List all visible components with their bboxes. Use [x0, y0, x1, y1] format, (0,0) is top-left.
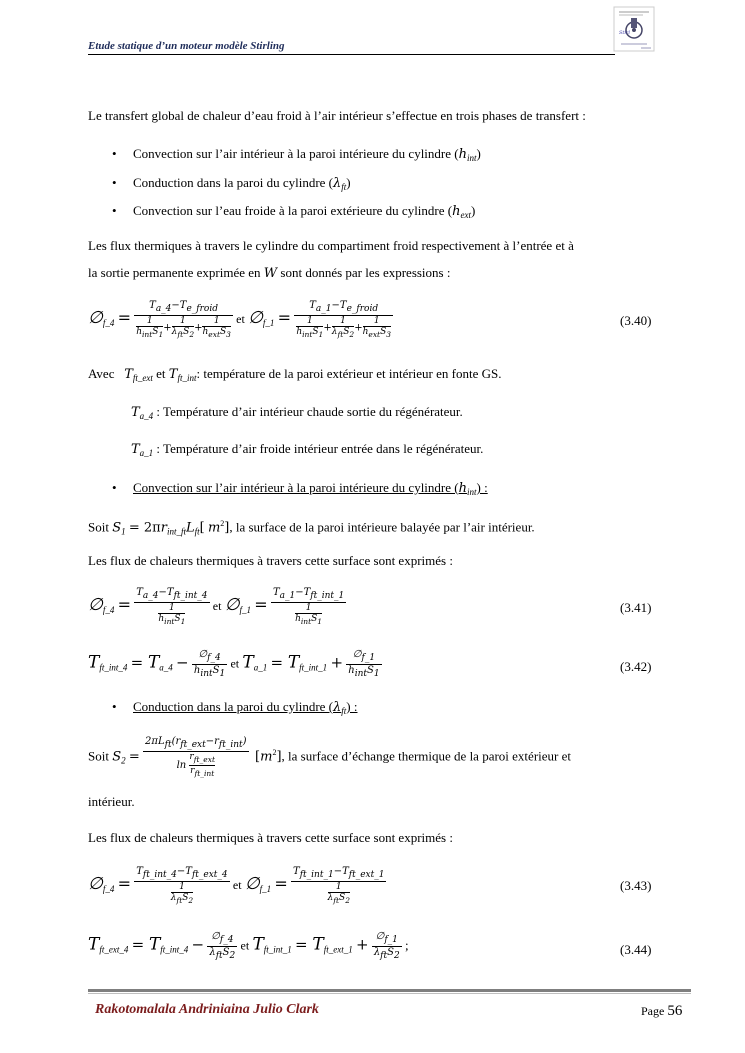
phase-item-convection-inner: Convection sur l’air intérieur à la paroi intérieure du cylindre $(h_{int})$ [133, 146, 481, 163]
soit-s2-line: Soit $S_2$ = 2πLft(rft_ext−rft_int) ln $r_{ft\_ext}$ $r_{ft\_int}$ $[m^2]$, la surface d’échange thermique de la paroi extérieur et [88, 736, 571, 778]
footer-rule [88, 989, 691, 992]
intro-paragraph: Le transfert global de chaleur d’eau froid à l’air intérieur s’effectue en trois phases de transfert : [88, 108, 586, 123]
bullet-marker: • [112, 699, 117, 714]
equation-number: (3.40) [620, 313, 652, 328]
equation-3-44: $T_{ft\_ext\_4} = T_{ft\_int\_4}$ − $\frac{\emptyset f\_4}{\text{λftS2}}$ et $T_{ft\_int\_1} = T_{ft\_ext\_1}$ + $\frac{\emptyset f\_1}{\text{λftS2}}$ ; [88, 931, 409, 961]
paragraph-flux-line2: la sortie permanente exprimée en W sont donnés par les expressions : [88, 265, 451, 281]
equation-3-41: $\emptyset_{f\_4}$ = Ta_4−Tft_int_4 1 $h_{int}S_1$ et $\emptyset_{f\_1}$ = Ta_1−Tft_int_1 1 $h_{int}S_1$ [88, 587, 345, 626]
paragraph-flux-line1: Les flux thermiques à travers le cylindre du compartiment froid respectivement à l’entrée et à [88, 238, 574, 253]
soit-s1-line: Soit $S_1 = 2\pi r_{int\_ft}L_{ft}$[ $m^2$], la surface de la paroi intérieure balayée par l’air intérieur. [88, 519, 535, 537]
section-heading-convection: Convection sur l’air intérieur à la paroi intérieure du cylindre $(h_{int})$ : [133, 480, 488, 497]
running-header-title: Etude statique d’un moteur modèle Stirling [88, 40, 285, 52]
equation-number: (3.43) [620, 878, 652, 893]
flux-text-1: Les flux de chaleurs thermiques à travers cette surface sont exprimés : [88, 553, 453, 568]
section-heading-conduction: Conduction dans la paroi du cylindre $(\lambda_{ft})$ : [133, 699, 358, 716]
bullet-marker: • [112, 146, 117, 161]
flux-text-2: Les flux de chaleurs thermiques à travers cette surface sont exprimés : [88, 830, 453, 845]
phase-item-conduction: Conduction dans la paroi du cylindre $(\lambda_{ft})$ [133, 175, 351, 192]
footer-author: Rakotomalala Andriniaina Julio Clark [95, 1002, 319, 1017]
footer-rule-thin [88, 993, 691, 994]
equation-number: (3.42) [620, 659, 652, 674]
equation-3-40: $\emptyset_{f\_4}$ = Ta_4−Te_froid 1 $h_{int}S_1$ + 1 $\lambda_{ft}S_2$ + 1 $h_{ext}S_3$ et $\emptyset_{f\_1}$ = Ta_1−Te_froid 1 $h_{int}S_1$ + 1 $\lambda_{ft}S_2$ + 1 $h_{ext}S_3$ [88, 300, 392, 339]
bullet-marker: • [112, 175, 117, 190]
bullet-marker: • [112, 480, 117, 495]
soit-s2-continuation: intérieur. [88, 794, 135, 809]
phase-item-convection-outer: Convection sur l’eau froide à la paroi extérieure du cylindre $(h_{ext})$ [133, 203, 476, 220]
stirling-logo-icon [613, 6, 655, 52]
equation-number: (3.44) [620, 942, 652, 957]
equation-3-43: $\emptyset_{f\_4}$ = Tft_int_4−Tft_ext_4 1 $\lambda_{ft}S_2$ et $\emptyset_{f\_1}$ = Tft_int_1−Tft_ext_1 1 $\lambda_{ft}S_2$ [88, 866, 385, 905]
avec-line-3: $T_{a\_1}$ : Température d’air froide intérieur entrée dans le régénérateur. [131, 441, 484, 458]
equation-3-42: $T_{ft\_int\_4} = T_{a\_4}$ − $\frac{\emptyset f\_4}{\text{hintS1}}$ et $T_{a\_1} = T_{ft\_int\_1}$ + $\frac{\emptyset f\_1}{\text{hintS1}}$ [88, 649, 380, 679]
svg-text:Stirl: Stirl [619, 30, 631, 36]
equation-number: (3.41) [620, 600, 652, 615]
avec-line-1: Avec $T_{ft\_ext}$ et $T_{ft\_int}$: température de la paroi extérieur et intérieur en fonte GS. [88, 366, 502, 383]
footer-page-number: Page 56 [641, 1003, 683, 1019]
bullet-marker: • [112, 203, 117, 218]
header-rule [88, 54, 615, 55]
avec-line-2: $T_{a\_4}$ : Température d’air intérieur chaude sortie du régénérateur. [131, 404, 463, 421]
